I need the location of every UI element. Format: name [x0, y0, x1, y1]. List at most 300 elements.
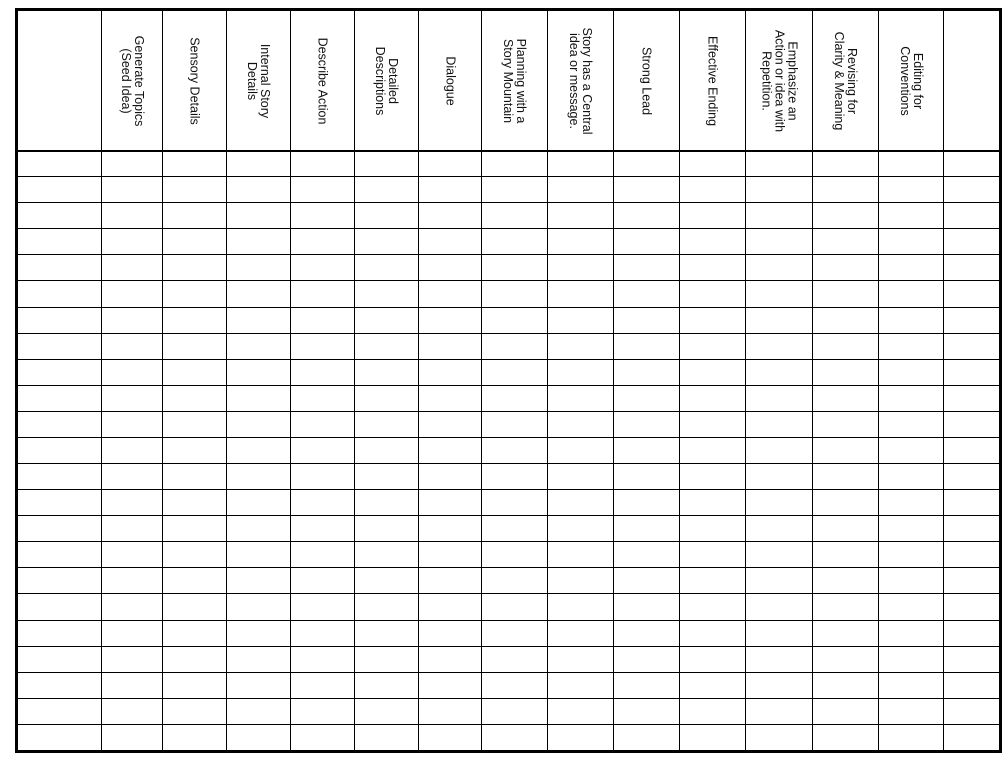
table-cell[interactable] — [943, 150, 999, 176]
table-cell[interactable] — [547, 620, 613, 646]
table-cell[interactable] — [943, 228, 999, 254]
table-cell[interactable] — [226, 724, 290, 750]
table-cell[interactable] — [418, 228, 481, 254]
table-cell[interactable] — [679, 150, 745, 176]
table-cell[interactable] — [679, 280, 745, 306]
table-cell[interactable] — [226, 150, 290, 176]
table-cell[interactable] — [418, 202, 481, 228]
table-cell[interactable] — [354, 333, 418, 359]
table-cell[interactable] — [878, 280, 943, 306]
table-cell[interactable] — [162, 724, 226, 750]
table-cell[interactable] — [547, 698, 613, 724]
table-cell[interactable] — [481, 646, 547, 672]
table-cell[interactable] — [613, 202, 679, 228]
table-cell[interactable] — [418, 672, 481, 698]
row-label-cell[interactable] — [18, 437, 101, 463]
table-cell[interactable] — [226, 541, 290, 567]
table-cell[interactable] — [290, 620, 354, 646]
row-label-cell[interactable] — [18, 385, 101, 411]
table-cell[interactable] — [226, 437, 290, 463]
table-cell[interactable] — [878, 359, 943, 385]
row-label-cell[interactable] — [18, 698, 101, 724]
table-cell[interactable] — [878, 333, 943, 359]
table-cell[interactable] — [481, 202, 547, 228]
table-cell[interactable] — [547, 202, 613, 228]
table-cell[interactable] — [812, 489, 878, 515]
table-cell[interactable] — [101, 228, 162, 254]
table-cell[interactable] — [290, 333, 354, 359]
table-cell[interactable] — [354, 202, 418, 228]
table-cell[interactable] — [812, 646, 878, 672]
row-label-cell[interactable] — [18, 176, 101, 202]
table-cell[interactable] — [226, 333, 290, 359]
table-cell[interactable] — [162, 176, 226, 202]
table-cell[interactable] — [354, 724, 418, 750]
table-cell[interactable] — [613, 620, 679, 646]
table-cell[interactable] — [943, 724, 999, 750]
table-cell[interactable] — [226, 280, 290, 306]
table-cell[interactable] — [745, 307, 812, 333]
table-cell[interactable] — [943, 620, 999, 646]
table-cell[interactable] — [290, 515, 354, 541]
table-cell[interactable] — [812, 411, 878, 437]
table-cell[interactable] — [943, 202, 999, 228]
table-cell[interactable] — [679, 307, 745, 333]
table-cell[interactable] — [418, 463, 481, 489]
table-cell[interactable] — [745, 646, 812, 672]
table-cell[interactable] — [418, 176, 481, 202]
table-cell[interactable] — [290, 541, 354, 567]
table-cell[interactable] — [878, 176, 943, 202]
table-cell[interactable] — [679, 228, 745, 254]
table-cell[interactable] — [101, 672, 162, 698]
table-cell[interactable] — [481, 698, 547, 724]
table-cell[interactable] — [878, 411, 943, 437]
table-cell[interactable] — [101, 359, 162, 385]
table-cell[interactable] — [613, 489, 679, 515]
table-cell[interactable] — [481, 176, 547, 202]
table-cell[interactable] — [290, 202, 354, 228]
row-label-cell[interactable] — [18, 489, 101, 515]
table-cell[interactable] — [679, 698, 745, 724]
table-cell[interactable] — [745, 672, 812, 698]
table-cell[interactable] — [481, 437, 547, 463]
table-cell[interactable] — [547, 489, 613, 515]
row-label-cell[interactable] — [18, 593, 101, 619]
table-cell[interactable] — [613, 359, 679, 385]
table-cell[interactable] — [878, 150, 943, 176]
row-label-cell[interactable] — [18, 359, 101, 385]
table-cell[interactable] — [101, 150, 162, 176]
row-label-cell[interactable] — [18, 646, 101, 672]
table-cell[interactable] — [418, 307, 481, 333]
table-cell[interactable] — [679, 359, 745, 385]
table-cell[interactable] — [481, 333, 547, 359]
table-cell[interactable] — [878, 307, 943, 333]
table-cell[interactable] — [679, 463, 745, 489]
table-cell[interactable] — [481, 489, 547, 515]
table-cell[interactable] — [547, 463, 613, 489]
table-cell[interactable] — [745, 228, 812, 254]
table-cell[interactable] — [943, 333, 999, 359]
table-cell[interactable] — [679, 385, 745, 411]
table-cell[interactable] — [547, 359, 613, 385]
table-cell[interactable] — [812, 672, 878, 698]
table-cell[interactable] — [481, 411, 547, 437]
table-cell[interactable] — [101, 463, 162, 489]
table-cell[interactable] — [162, 620, 226, 646]
table-cell[interactable] — [481, 385, 547, 411]
table-cell[interactable] — [162, 489, 226, 515]
table-cell[interactable] — [162, 672, 226, 698]
table-cell[interactable] — [679, 672, 745, 698]
table-cell[interactable] — [547, 254, 613, 280]
table-cell[interactable] — [162, 280, 226, 306]
table-cell[interactable] — [878, 646, 943, 672]
table-cell[interactable] — [878, 698, 943, 724]
table-cell[interactable] — [101, 567, 162, 593]
table-cell[interactable] — [812, 254, 878, 280]
table-cell[interactable] — [481, 593, 547, 619]
table-cell[interactable] — [226, 515, 290, 541]
table-cell[interactable] — [812, 150, 878, 176]
table-cell[interactable] — [613, 567, 679, 593]
table-cell[interactable] — [613, 150, 679, 176]
table-cell[interactable] — [354, 385, 418, 411]
table-cell[interactable] — [812, 463, 878, 489]
table-cell[interactable] — [290, 437, 354, 463]
table-cell[interactable] — [162, 567, 226, 593]
table-cell[interactable] — [613, 307, 679, 333]
table-cell[interactable] — [812, 280, 878, 306]
table-cell[interactable] — [162, 228, 226, 254]
table-cell[interactable] — [812, 228, 878, 254]
table-cell[interactable] — [354, 593, 418, 619]
table-cell[interactable] — [226, 646, 290, 672]
table-cell[interactable] — [354, 307, 418, 333]
table-cell[interactable] — [418, 437, 481, 463]
table-cell[interactable] — [226, 698, 290, 724]
row-label-cell[interactable] — [18, 307, 101, 333]
table-cell[interactable] — [943, 567, 999, 593]
table-cell[interactable] — [481, 724, 547, 750]
table-cell[interactable] — [226, 593, 290, 619]
table-cell[interactable] — [943, 463, 999, 489]
table-cell[interactable] — [547, 150, 613, 176]
table-cell[interactable] — [679, 254, 745, 280]
table-cell[interactable] — [878, 515, 943, 541]
table-cell[interactable] — [162, 437, 226, 463]
table-cell[interactable] — [613, 541, 679, 567]
table-cell[interactable] — [878, 541, 943, 567]
table-cell[interactable] — [418, 515, 481, 541]
table-cell[interactable] — [547, 646, 613, 672]
table-cell[interactable] — [290, 254, 354, 280]
row-label-cell[interactable] — [18, 463, 101, 489]
table-cell[interactable] — [613, 593, 679, 619]
table-cell[interactable] — [679, 515, 745, 541]
table-cell[interactable] — [226, 176, 290, 202]
table-cell[interactable] — [290, 593, 354, 619]
table-cell[interactable] — [418, 411, 481, 437]
table-cell[interactable] — [613, 333, 679, 359]
table-cell[interactable] — [354, 359, 418, 385]
table-cell[interactable] — [354, 411, 418, 437]
table-cell[interactable] — [418, 698, 481, 724]
table-cell[interactable] — [162, 411, 226, 437]
table-cell[interactable] — [613, 672, 679, 698]
table-cell[interactable] — [613, 176, 679, 202]
table-cell[interactable] — [418, 646, 481, 672]
table-cell[interactable] — [679, 567, 745, 593]
table-cell[interactable] — [290, 150, 354, 176]
table-cell[interactable] — [812, 724, 878, 750]
table-cell[interactable] — [162, 541, 226, 567]
table-cell[interactable] — [878, 724, 943, 750]
table-cell[interactable] — [679, 646, 745, 672]
table-cell[interactable] — [418, 254, 481, 280]
table-cell[interactable] — [547, 515, 613, 541]
table-cell[interactable] — [290, 646, 354, 672]
table-cell[interactable] — [226, 567, 290, 593]
table-cell[interactable] — [613, 254, 679, 280]
table-cell[interactable] — [290, 672, 354, 698]
table-cell[interactable] — [812, 176, 878, 202]
table-cell[interactable] — [547, 437, 613, 463]
table-cell[interactable] — [613, 437, 679, 463]
table-cell[interactable] — [481, 150, 547, 176]
table-cell[interactable] — [101, 254, 162, 280]
table-cell[interactable] — [418, 359, 481, 385]
table-cell[interactable] — [745, 333, 812, 359]
table-cell[interactable] — [745, 385, 812, 411]
table-cell[interactable] — [943, 307, 999, 333]
table-cell[interactable] — [745, 463, 812, 489]
table-cell[interactable] — [162, 646, 226, 672]
table-cell[interactable] — [101, 698, 162, 724]
table-cell[interactable] — [812, 541, 878, 567]
table-cell[interactable] — [354, 567, 418, 593]
table-cell[interactable] — [162, 333, 226, 359]
table-cell[interactable] — [745, 567, 812, 593]
table-cell[interactable] — [878, 254, 943, 280]
table-cell[interactable] — [745, 515, 812, 541]
table-cell[interactable] — [290, 228, 354, 254]
table-cell[interactable] — [812, 202, 878, 228]
table-cell[interactable] — [745, 254, 812, 280]
table-cell[interactable] — [679, 489, 745, 515]
table-cell[interactable] — [481, 254, 547, 280]
table-cell[interactable] — [418, 620, 481, 646]
table-cell[interactable] — [101, 515, 162, 541]
table-cell[interactable] — [354, 437, 418, 463]
table-cell[interactable] — [226, 620, 290, 646]
table-cell[interactable] — [101, 385, 162, 411]
table-cell[interactable] — [290, 176, 354, 202]
table-cell[interactable] — [943, 385, 999, 411]
table-cell[interactable] — [481, 280, 547, 306]
table-cell[interactable] — [547, 593, 613, 619]
table-cell[interactable] — [101, 202, 162, 228]
table-cell[interactable] — [745, 437, 812, 463]
table-cell[interactable] — [679, 724, 745, 750]
table-cell[interactable] — [878, 593, 943, 619]
table-cell[interactable] — [354, 620, 418, 646]
table-cell[interactable] — [878, 672, 943, 698]
table-cell[interactable] — [547, 411, 613, 437]
table-cell[interactable] — [943, 515, 999, 541]
table-cell[interactable] — [101, 333, 162, 359]
table-cell[interactable] — [226, 254, 290, 280]
table-cell[interactable] — [290, 385, 354, 411]
table-cell[interactable] — [943, 176, 999, 202]
table-cell[interactable] — [745, 359, 812, 385]
table-cell[interactable] — [354, 176, 418, 202]
table-cell[interactable] — [943, 254, 999, 280]
table-cell[interactable] — [290, 489, 354, 515]
table-cell[interactable] — [354, 489, 418, 515]
table-cell[interactable] — [679, 437, 745, 463]
table-cell[interactable] — [878, 463, 943, 489]
table-cell[interactable] — [481, 541, 547, 567]
table-cell[interactable] — [613, 724, 679, 750]
table-cell[interactable] — [943, 672, 999, 698]
table-cell[interactable] — [613, 228, 679, 254]
table-cell[interactable] — [162, 254, 226, 280]
table-cell[interactable] — [162, 307, 226, 333]
table-cell[interactable] — [101, 437, 162, 463]
row-label-cell[interactable] — [18, 202, 101, 228]
table-cell[interactable] — [745, 176, 812, 202]
table-cell[interactable] — [101, 280, 162, 306]
table-cell[interactable] — [878, 489, 943, 515]
table-cell[interactable] — [812, 385, 878, 411]
table-cell[interactable] — [745, 620, 812, 646]
table-cell[interactable] — [418, 150, 481, 176]
table-cell[interactable] — [290, 724, 354, 750]
table-cell[interactable] — [481, 620, 547, 646]
table-cell[interactable] — [812, 333, 878, 359]
table-cell[interactable] — [812, 515, 878, 541]
table-cell[interactable] — [101, 411, 162, 437]
table-cell[interactable] — [745, 202, 812, 228]
table-cell[interactable] — [943, 593, 999, 619]
table-cell[interactable] — [290, 567, 354, 593]
table-cell[interactable] — [162, 593, 226, 619]
table-cell[interactable] — [290, 698, 354, 724]
table-cell[interactable] — [745, 150, 812, 176]
table-cell[interactable] — [745, 698, 812, 724]
row-label-cell[interactable] — [18, 567, 101, 593]
table-cell[interactable] — [547, 333, 613, 359]
table-cell[interactable] — [943, 489, 999, 515]
table-cell[interactable] — [547, 280, 613, 306]
table-cell[interactable] — [878, 567, 943, 593]
table-cell[interactable] — [481, 307, 547, 333]
table-cell[interactable] — [878, 385, 943, 411]
table-cell[interactable] — [290, 411, 354, 437]
table-cell[interactable] — [226, 307, 290, 333]
table-cell[interactable] — [812, 307, 878, 333]
table-cell[interactable] — [101, 176, 162, 202]
table-cell[interactable] — [878, 620, 943, 646]
table-cell[interactable] — [812, 620, 878, 646]
table-cell[interactable] — [547, 385, 613, 411]
table-cell[interactable] — [547, 307, 613, 333]
table-cell[interactable] — [613, 385, 679, 411]
table-cell[interactable] — [943, 359, 999, 385]
table-cell[interactable] — [613, 646, 679, 672]
table-cell[interactable] — [679, 411, 745, 437]
table-cell[interactable] — [547, 541, 613, 567]
table-cell[interactable] — [613, 515, 679, 541]
table-cell[interactable] — [547, 567, 613, 593]
table-cell[interactable] — [943, 280, 999, 306]
table-cell[interactable] — [613, 411, 679, 437]
table-cell[interactable] — [418, 541, 481, 567]
table-cell[interactable] — [101, 541, 162, 567]
row-label-cell[interactable] — [18, 150, 101, 176]
table-cell[interactable] — [162, 463, 226, 489]
table-cell[interactable] — [745, 489, 812, 515]
table-cell[interactable] — [162, 150, 226, 176]
table-cell[interactable] — [226, 411, 290, 437]
table-cell[interactable] — [418, 593, 481, 619]
table-cell[interactable] — [943, 646, 999, 672]
table-cell[interactable] — [354, 541, 418, 567]
table-cell[interactable] — [226, 489, 290, 515]
table-cell[interactable] — [226, 672, 290, 698]
table-cell[interactable] — [290, 463, 354, 489]
table-cell[interactable] — [354, 698, 418, 724]
table-cell[interactable] — [354, 672, 418, 698]
table-cell[interactable] — [226, 463, 290, 489]
table-cell[interactable] — [547, 176, 613, 202]
table-cell[interactable] — [547, 672, 613, 698]
row-label-cell[interactable] — [18, 333, 101, 359]
table-cell[interactable] — [418, 489, 481, 515]
table-cell[interactable] — [101, 593, 162, 619]
table-cell[interactable] — [943, 541, 999, 567]
table-cell[interactable] — [418, 385, 481, 411]
table-cell[interactable] — [481, 463, 547, 489]
table-cell[interactable] — [679, 593, 745, 619]
table-cell[interactable] — [354, 228, 418, 254]
table-cell[interactable] — [162, 515, 226, 541]
table-cell[interactable] — [418, 333, 481, 359]
table-cell[interactable] — [547, 724, 613, 750]
table-cell[interactable] — [812, 567, 878, 593]
table-cell[interactable] — [878, 228, 943, 254]
row-label-cell[interactable] — [18, 254, 101, 280]
table-cell[interactable] — [162, 385, 226, 411]
table-cell[interactable] — [679, 541, 745, 567]
table-cell[interactable] — [418, 724, 481, 750]
table-cell[interactable] — [226, 228, 290, 254]
table-cell[interactable] — [481, 672, 547, 698]
table-cell[interactable] — [290, 359, 354, 385]
table-cell[interactable] — [101, 724, 162, 750]
row-label-cell[interactable] — [18, 228, 101, 254]
table-cell[interactable] — [481, 359, 547, 385]
table-cell[interactable] — [613, 698, 679, 724]
table-cell[interactable] — [812, 698, 878, 724]
table-cell[interactable] — [679, 176, 745, 202]
table-cell[interactable] — [679, 333, 745, 359]
table-cell[interactable] — [101, 620, 162, 646]
table-cell[interactable] — [943, 437, 999, 463]
table-cell[interactable] — [290, 307, 354, 333]
